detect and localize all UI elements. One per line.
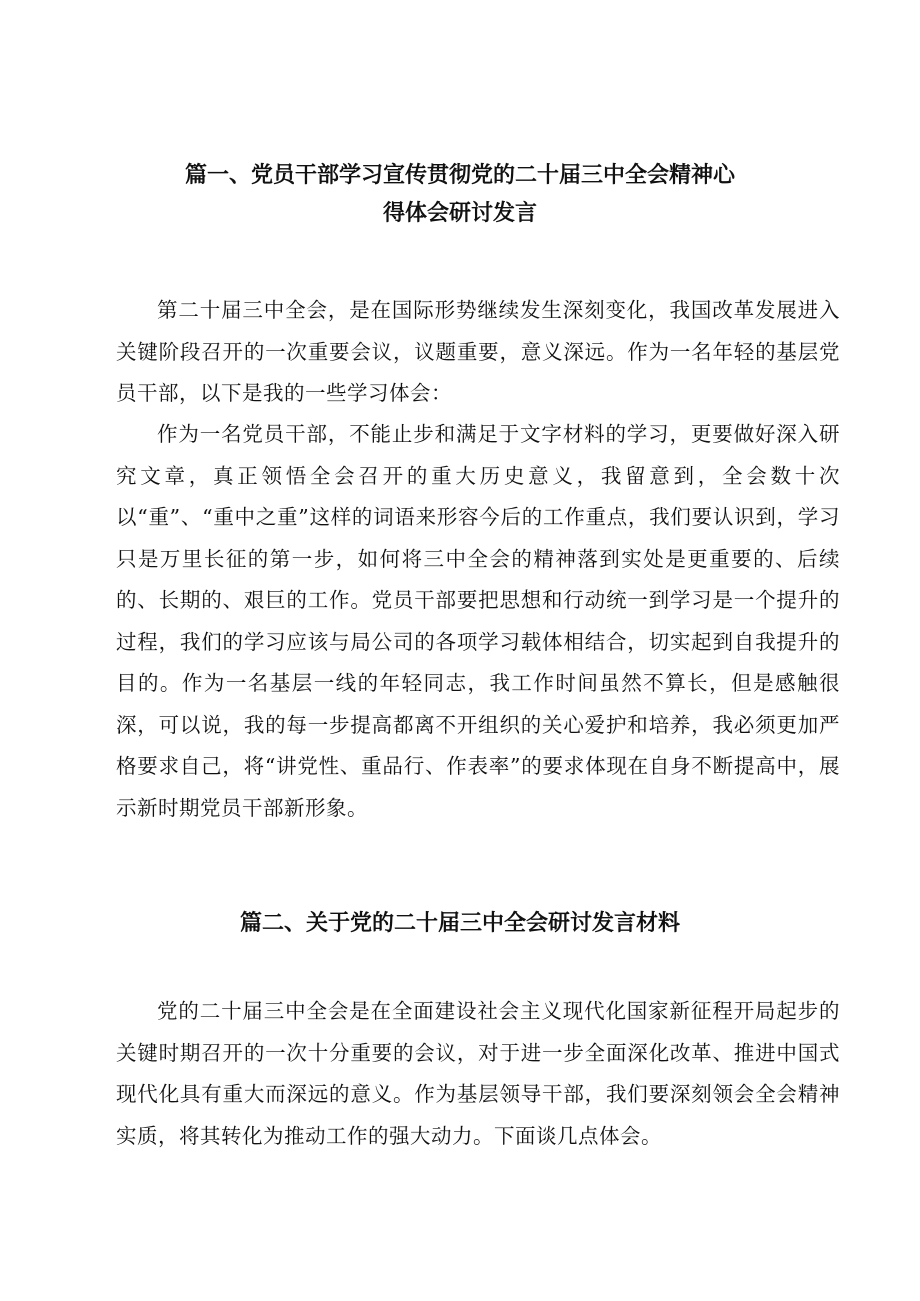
section-2-title: 篇二、关于党的二十届三中全会研讨发言材料 (239, 911, 680, 936)
section-1-paragraph-1: 第二十届三中全会，是在国际形势继续发生深刻变化，我国改革发展进入关键阶段召开的一次重要会议，议题重要，意义深远。作为一名年轻的基层党员干部，以下是我的一些学习体会： (116, 298, 840, 405)
section-1-paragraph-2: 作为一名党员干部，不能止步和满足于文字材料的学习，更要做好深入研究文章，真正领悟全会召开的重大历史意义，我留意到，全会数十次以“重”、“重中之重”这样的词语来形容今后的工作重点，我们要认识到，学习只是万里长征的第一步，如何将三中全会的精神落到实处是更重要的、后续的、长期的、艰巨的工作。党员干部要把思想和行动统一到学习是一个提升的过程，我们的学习应该与局公司的各项学习载体相结合，切实起到自我提升的目的。作为一名基层一线的年轻同志，我工作时间虽然不算长，但是感触很深，可以说，我的每一步提高都离不开组织的关心爱护和培养，我必须更加严格要求自己，将“讲党性、重品行、作表率”的要求体现在自身不断提高中，展示新时期党员干部新形象。 (116, 422, 840, 820)
section-1-title-line-2: 得体会研讨发言 (382, 201, 537, 226)
section-1-title-line-1: 篇一、党员干部学习宣传贯彻党的二十届三中全会精神心 (184, 163, 735, 188)
section-2-paragraph-1: 党的二十届三中全会是在全面建设社会主义现代化国家新征程开局起步的关键时期召开的一次十分重要的会议，对于进一步全面深化改革、推进中国式现代化具有重大而深远的意义。作为基层领导干部，我们要深刻领会全会精神实质，将其转化为推动工作的强大动力。下面谈几点体会。 (116, 999, 840, 1148)
section-1-title (110, 157, 810, 233)
